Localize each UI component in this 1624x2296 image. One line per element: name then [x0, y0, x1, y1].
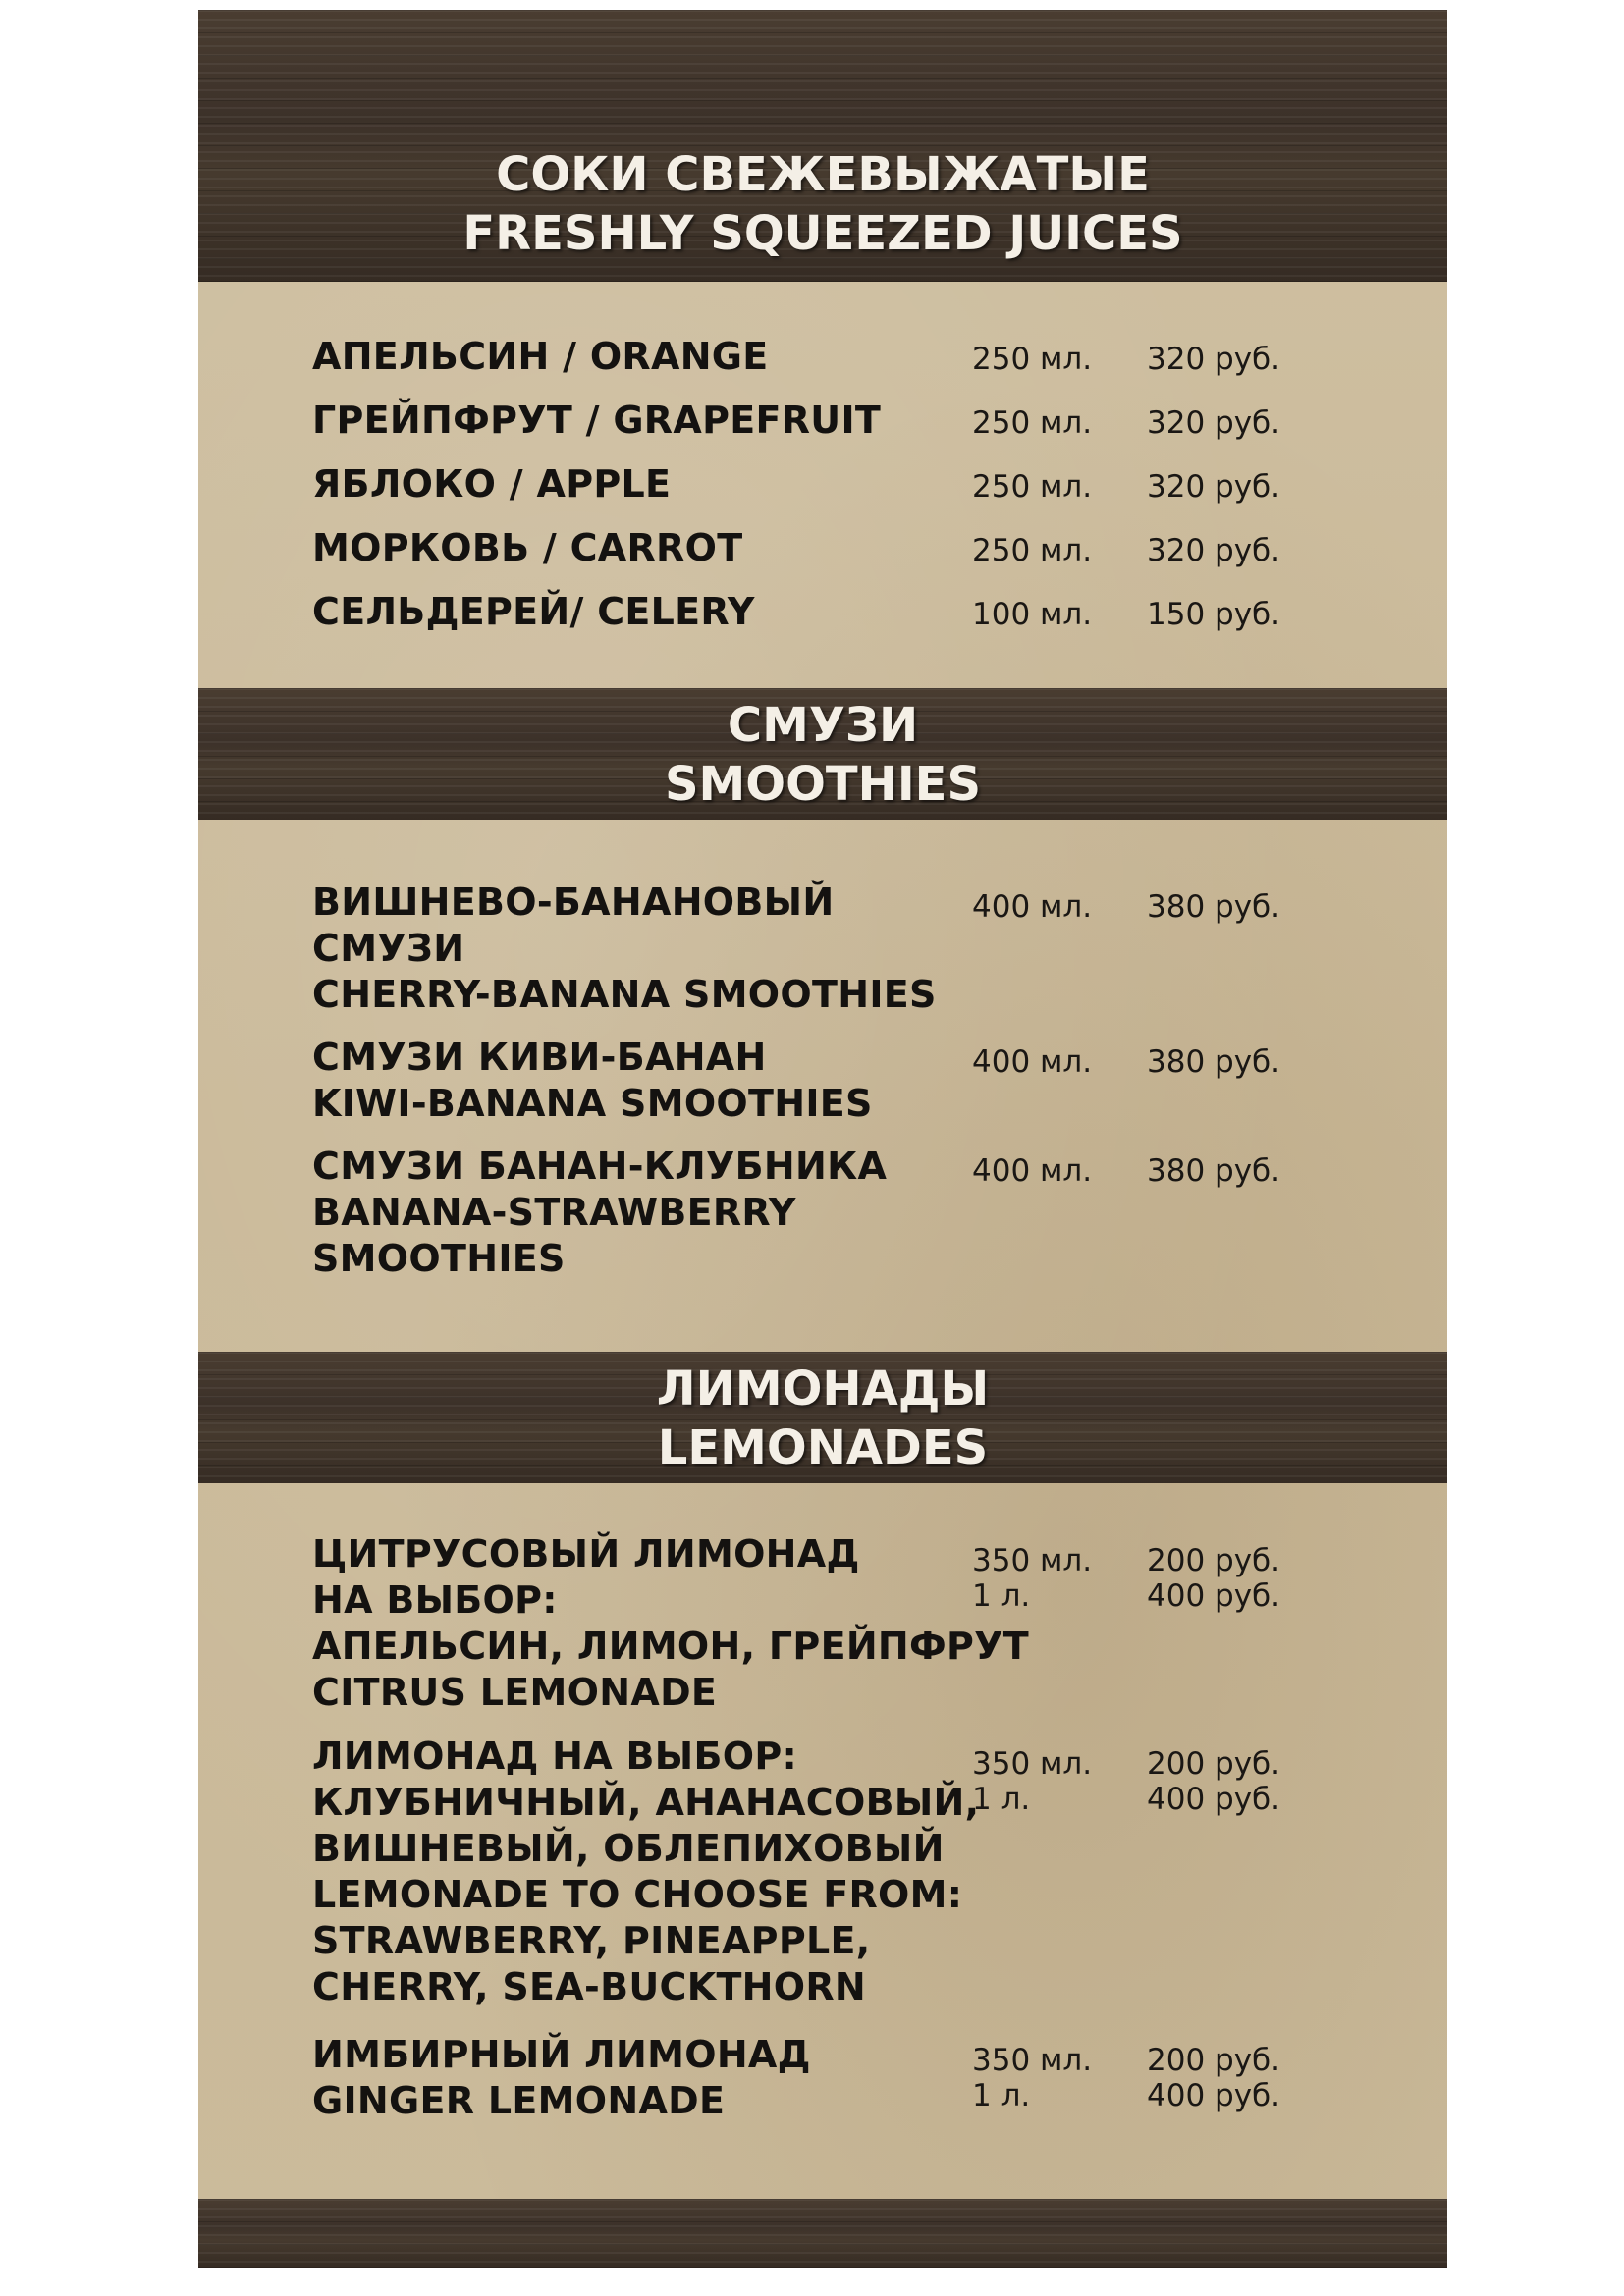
juice-item-name: ЯБЛОКО / APPLE	[312, 462, 672, 506]
lemonade-line: ЛИМОНАД НА ВЫБОР:	[312, 1735, 797, 1778]
juice-item-volume: 250 мл.	[972, 342, 1093, 377]
lemonade-volume-line: 1 л.	[972, 1578, 1031, 1614]
lemonade-line: CHERRY, SEA-BUCKTHORN	[312, 1965, 867, 2008]
juice-item-volume: 100 мл.	[972, 597, 1093, 632]
lemonade-line: ВИШНЕВЫЙ, ОБЛЕПИХОВЫЙ	[312, 1827, 945, 1870]
smoothie-line: СМУЗИ БАНАН-КЛУБНИКА	[312, 1145, 888, 1188]
juice-item-price: 150 руб.	[1147, 597, 1281, 632]
juice-item-name: АПЕЛЬСИН / ORANGE	[312, 335, 769, 378]
lemonade-line: STRAWBERRY, PINEAPPLE,	[312, 1919, 871, 1962]
lemonade-price-line: 200 руб.	[1147, 1746, 1281, 1782]
juices-header-band	[198, 10, 1447, 282]
smoothie-item-name	[312, 880, 937, 1018]
smoothie-line: KIWI-BANANA SMOOTHIES	[312, 1082, 873, 1125]
lemonades-title-en: LEMONADES	[657, 1420, 989, 1475]
smoothie-item-volume: 400 мл.	[972, 889, 1093, 925]
smoothies-title-en: SMOOTHIES	[664, 757, 982, 812]
smoothie-item-name	[312, 1144, 887, 1282]
juice-item-price: 320 руб.	[1147, 533, 1281, 568]
lemonade-price-line: 400 руб.	[1147, 1782, 1281, 1817]
juice-item-price: 320 руб.	[1147, 405, 1281, 441]
lemonade-volume-line: 1 л.	[972, 1782, 1031, 1817]
juice-item-volume: 250 мл.	[972, 469, 1093, 505]
lemonade-volume-line: 350 мл.	[972, 1543, 1093, 1578]
juice-item-price: 320 руб.	[1147, 469, 1281, 505]
lemonade-price-line: 400 руб.	[1147, 2078, 1281, 2113]
lemonade-line: АПЕЛЬСИН, ЛИМОН, ГРЕЙПФРУТ	[312, 1625, 1029, 1668]
smoothie-line: CHERRY-BANANA SMOOTHIES	[312, 973, 937, 1016]
lemonade-price-line: 200 руб.	[1147, 1543, 1281, 1578]
lemonade-item-name	[312, 2032, 811, 2124]
lemonades-title-ru: ЛИМОНАДЫ	[656, 1362, 990, 1416]
smoothie-item-price: 380 руб.	[1147, 1044, 1281, 1080]
juices-title-en: FRESHLY SQUEEZED JUICES	[462, 206, 1183, 261]
smoothie-item-name	[312, 1035, 873, 1127]
smoothie-item-price: 380 руб.	[1147, 889, 1281, 925]
smoothie-line: SMOOTHIES	[312, 1237, 566, 1280]
lemonade-line: GINGER LEMONADE	[312, 2079, 726, 2122]
lemonade-volume-line: 350 мл.	[972, 1746, 1093, 1782]
juice-item-volume: 250 мл.	[972, 533, 1093, 568]
lemonade-price-line: 400 руб.	[1147, 1578, 1281, 1614]
lemonades-header-band	[198, 1352, 1447, 1483]
lemonade-line: ИМБИРНЫЙ ЛИМОНАД	[312, 2033, 811, 2076]
lemonade-item-volume	[972, 1746, 1092, 1817]
lemonade-item-price	[1147, 1543, 1280, 1614]
lemonade-item-name	[312, 1531, 1029, 1716]
lemonade-volume-line: 350 мл.	[972, 2043, 1093, 2078]
lemonade-item-name	[312, 1734, 979, 2010]
lemonade-item-volume	[972, 2043, 1092, 2113]
juice-item-price: 320 руб.	[1147, 342, 1281, 377]
juice-item-volume: 250 мл.	[972, 405, 1093, 441]
lemonade-line: LEMONADE TO CHOOSE FROM:	[312, 1873, 963, 1916]
smoothie-item-volume: 400 мл.	[972, 1153, 1093, 1189]
smoothies-header-band	[198, 688, 1447, 820]
smoothie-item-price: 380 руб.	[1147, 1153, 1281, 1189]
footer-band	[198, 2199, 1447, 2268]
menu-page	[198, 10, 1447, 2268]
juices-title-ru: СОКИ СВЕЖЕВЫЖАТЫЕ	[496, 147, 1150, 202]
lemonade-volume-line: 1 л.	[972, 2078, 1031, 2113]
juice-item-name: ГРЕЙПФРУТ / GRAPEFRUIT	[312, 399, 882, 442]
lemonade-item-price	[1147, 1746, 1280, 1817]
juice-item-name: МОРКОВЬ / CARROT	[312, 526, 743, 569]
juice-item-name: СЕЛЬДЕРЕЙ/ CELERY	[312, 590, 755, 633]
lemonade-line: CITRUS LEMONADE	[312, 1671, 718, 1714]
smoothies-title-ru: СМУЗИ	[727, 698, 919, 753]
smoothie-line: СМУЗИ КИВИ-БАНАН	[312, 1036, 767, 1079]
smoothie-item-volume: 400 мл.	[972, 1044, 1093, 1080]
smoothie-line: ВИШНЕВО-БАНАНОВЫЙ	[312, 881, 835, 924]
lemonade-line: ЦИТРУСОВЫЙ ЛИМОНАД	[312, 1532, 860, 1575]
lemonade-line: КЛУБНИЧНЫЙ, АНАНАСОВЫЙ,	[312, 1781, 980, 1824]
smoothie-line: BANANA-STRAWBERRY	[312, 1191, 796, 1234]
lemonade-line: НА ВЫБОР:	[312, 1578, 558, 1622]
lemonade-item-volume	[972, 1543, 1092, 1614]
lemonade-item-price	[1147, 2043, 1280, 2113]
lemonade-price-line: 200 руб.	[1147, 2043, 1281, 2078]
smoothie-line: СМУЗИ	[312, 927, 465, 970]
